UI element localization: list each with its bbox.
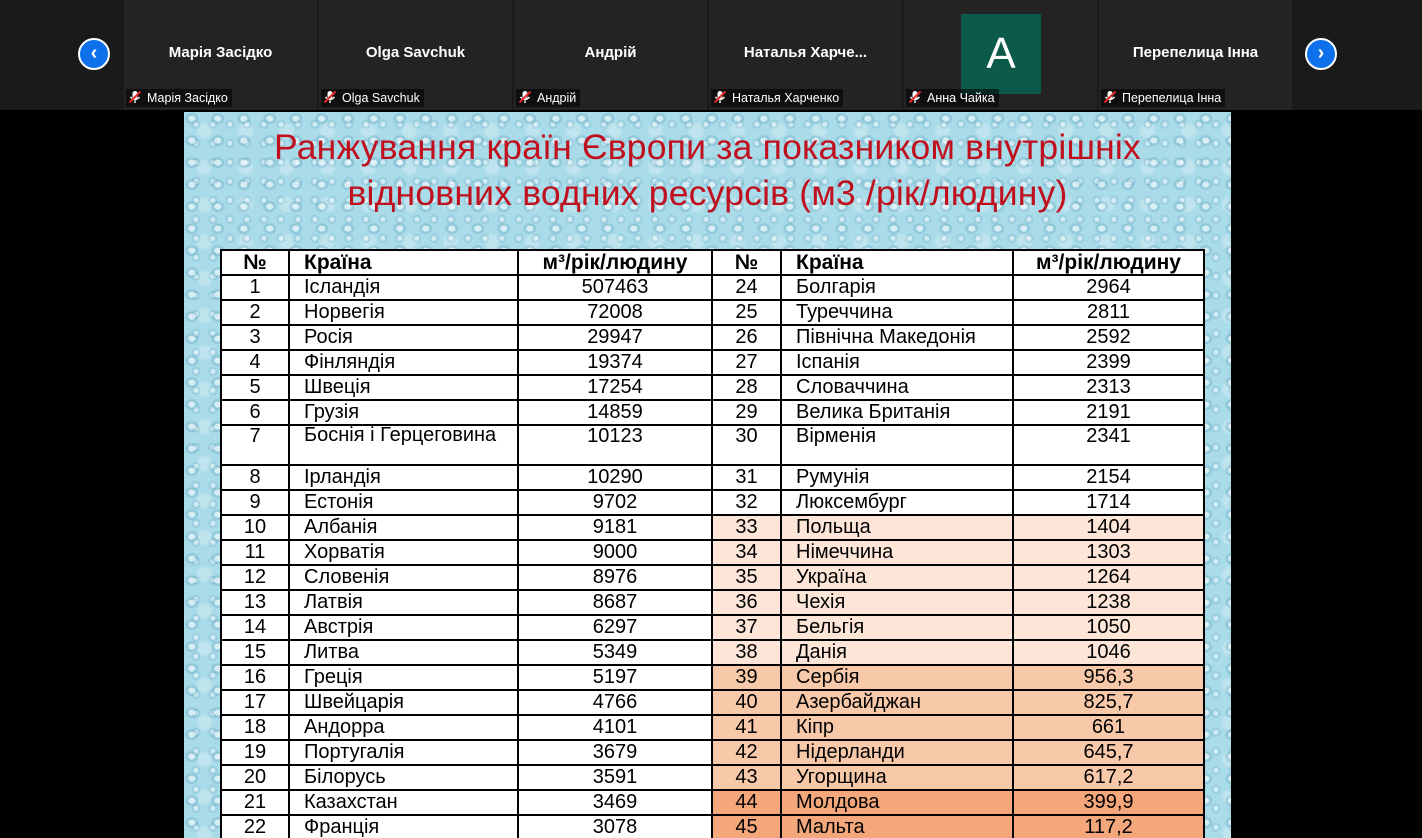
country-cell: Азербайджан bbox=[781, 690, 1013, 715]
table-row bbox=[221, 790, 1204, 815]
value-cell: 2399 bbox=[1013, 350, 1204, 375]
value-cell: 5197 bbox=[518, 665, 712, 690]
country-cell: Сербія bbox=[781, 665, 1013, 690]
participant-name-label bbox=[126, 89, 232, 107]
value-cell: 1714 bbox=[1013, 490, 1204, 515]
chevron-left-icon: ‹ bbox=[90, 42, 98, 64]
table-row bbox=[221, 425, 1204, 465]
rank-cell: 9 bbox=[221, 490, 289, 515]
value-cell: 2154 bbox=[1013, 465, 1204, 490]
rank-cell: 4 bbox=[221, 350, 289, 375]
value-cell: 10123 bbox=[518, 425, 712, 465]
country-cell: Україна bbox=[781, 565, 1013, 590]
country-cell: Чехія bbox=[781, 590, 1013, 615]
microphone-muted-icon bbox=[1103, 90, 1117, 104]
rank-cell: 19 bbox=[221, 740, 289, 765]
participant-label-text: Olga Savchuk bbox=[342, 91, 420, 105]
participant-tile[interactable] bbox=[124, 0, 317, 110]
value-cell: 8976 bbox=[518, 565, 712, 590]
table-row bbox=[221, 325, 1204, 350]
rank-cell: 15 bbox=[221, 640, 289, 665]
country-cell: Польща bbox=[781, 515, 1013, 540]
rank-cell: 2 bbox=[221, 300, 289, 325]
shared-screen bbox=[10, 110, 1406, 838]
country-cell: Словаччина bbox=[781, 375, 1013, 400]
participant-strip bbox=[0, 0, 1422, 110]
value-cell: 4766 bbox=[518, 690, 712, 715]
value-cell: 2964 bbox=[1013, 275, 1204, 300]
value-cell: 29947 bbox=[518, 325, 712, 350]
rank-cell: 39 bbox=[712, 665, 781, 690]
rank-cell: 10 bbox=[221, 515, 289, 540]
country-cell: Франція bbox=[289, 815, 518, 838]
previous-page-button[interactable] bbox=[78, 38, 110, 70]
value-cell: 19374 bbox=[518, 350, 712, 375]
value-cell: 14859 bbox=[518, 400, 712, 425]
value-cell: 507463 bbox=[518, 275, 712, 300]
next-page-button[interactable] bbox=[1305, 38, 1337, 70]
country-cell: Білорусь bbox=[289, 765, 518, 790]
header-country: Країна bbox=[289, 250, 518, 275]
value-cell: 645,7 bbox=[1013, 740, 1204, 765]
table-row bbox=[221, 615, 1204, 640]
microphone-muted-icon bbox=[128, 90, 142, 104]
rank-cell: 31 bbox=[712, 465, 781, 490]
value-cell: 1050 bbox=[1013, 615, 1204, 640]
value-cell: 72008 bbox=[518, 300, 712, 325]
participant-tile[interactable] bbox=[319, 0, 512, 110]
country-cell: Бельгія bbox=[781, 615, 1013, 640]
country-cell: Велика Британія bbox=[781, 400, 1013, 425]
rank-cell: 16 bbox=[221, 665, 289, 690]
microphone-muted-icon bbox=[908, 90, 922, 104]
value-cell: 1238 bbox=[1013, 590, 1204, 615]
rank-cell: 11 bbox=[221, 540, 289, 565]
country-cell: Німеччина bbox=[781, 540, 1013, 565]
table-row bbox=[221, 400, 1204, 425]
rank-cell: 43 bbox=[712, 765, 781, 790]
value-cell: 3679 bbox=[518, 740, 712, 765]
rank-cell: 12 bbox=[221, 565, 289, 590]
rank-cell: 26 bbox=[712, 325, 781, 350]
value-cell: 2191 bbox=[1013, 400, 1204, 425]
country-cell: Фінляндія bbox=[289, 350, 518, 375]
country-cell: Ісландія bbox=[289, 275, 518, 300]
slide-title-line-1: Ранжування країн Європи за показником внутрішніх bbox=[274, 127, 1141, 167]
country-cell: Казахстан bbox=[289, 790, 518, 815]
value-cell: 9000 bbox=[518, 540, 712, 565]
country-cell: Болгарія bbox=[781, 275, 1013, 300]
rank-cell: 3 bbox=[221, 325, 289, 350]
rank-cell: 7 bbox=[221, 425, 289, 465]
value-cell: 9702 bbox=[518, 490, 712, 515]
value-cell: 2341 bbox=[1013, 425, 1204, 465]
rank-cell: 40 bbox=[712, 690, 781, 715]
rank-cell: 21 bbox=[221, 790, 289, 815]
slide-title-line-2: відновних водних ресурсів (м3 /рік/людину) bbox=[347, 173, 1068, 213]
value-cell: 1404 bbox=[1013, 515, 1204, 540]
rank-cell: 13 bbox=[221, 590, 289, 615]
rank-cell: 22 bbox=[221, 815, 289, 838]
country-cell: Португалія bbox=[289, 740, 518, 765]
rank-cell: 29 bbox=[712, 400, 781, 425]
participant-tile[interactable] bbox=[709, 0, 902, 110]
participant-label-text: Перепелица Інна bbox=[1122, 91, 1222, 105]
header-country: Країна bbox=[781, 250, 1013, 275]
rank-cell: 37 bbox=[712, 615, 781, 640]
country-cell: Латвія bbox=[289, 590, 518, 615]
rank-cell: 32 bbox=[712, 490, 781, 515]
value-cell: 8687 bbox=[518, 590, 712, 615]
participant-label-text: Марія Засідко bbox=[147, 91, 228, 105]
participant-tile-name: Андрій bbox=[584, 44, 637, 61]
country-cell: Словенія bbox=[289, 565, 518, 590]
participant-tile-name: Olga Savchuk bbox=[365, 44, 466, 61]
rank-cell: 28 bbox=[712, 375, 781, 400]
participant-name-label bbox=[906, 89, 999, 107]
rank-cell: 33 bbox=[712, 515, 781, 540]
participant-label-text: Наталья Харченко bbox=[732, 91, 840, 105]
table-row bbox=[221, 740, 1204, 765]
rank-cell: 36 bbox=[712, 590, 781, 615]
rank-cell: 20 bbox=[221, 765, 289, 790]
table-row bbox=[221, 375, 1204, 400]
microphone-muted-icon bbox=[713, 90, 727, 104]
country-cell: Ірландія bbox=[289, 465, 518, 490]
rank-cell: 42 bbox=[712, 740, 781, 765]
value-cell: 17254 bbox=[518, 375, 712, 400]
rank-cell: 30 bbox=[712, 425, 781, 465]
value-cell: 2592 bbox=[1013, 325, 1204, 350]
country-cell: Швеція bbox=[289, 375, 518, 400]
table-row bbox=[221, 275, 1204, 300]
country-cell: Туреччина bbox=[781, 300, 1013, 325]
value-cell: 1264 bbox=[1013, 565, 1204, 590]
header-number: № bbox=[221, 250, 289, 275]
table-row bbox=[221, 640, 1204, 665]
header-unit: м³/рік/людину bbox=[518, 250, 712, 275]
country-cell: Греція bbox=[289, 665, 518, 690]
rank-cell: 24 bbox=[712, 275, 781, 300]
rank-cell: 25 bbox=[712, 300, 781, 325]
country-cell: Вірменія bbox=[781, 425, 1013, 465]
country-cell: Литва bbox=[289, 640, 518, 665]
country-cell: Хорватія bbox=[289, 540, 518, 565]
value-cell: 399,9 bbox=[1013, 790, 1204, 815]
country-cell: Норвегія bbox=[289, 300, 518, 325]
country-cell: Данія bbox=[781, 640, 1013, 665]
value-cell: 9181 bbox=[518, 515, 712, 540]
country-cell: Андорра bbox=[289, 715, 518, 740]
rank-cell: 1 bbox=[221, 275, 289, 300]
country-cell: Росія bbox=[289, 325, 518, 350]
participant-tile[interactable] bbox=[514, 0, 707, 110]
table-row bbox=[221, 565, 1204, 590]
country-cell: Албанія bbox=[289, 515, 518, 540]
rank-cell: 17 bbox=[221, 690, 289, 715]
rank-cell: 45 bbox=[712, 815, 781, 838]
country-cell: Люксембург bbox=[781, 490, 1013, 515]
table-row bbox=[221, 350, 1204, 375]
rank-cell: 18 bbox=[221, 715, 289, 740]
value-cell: 2811 bbox=[1013, 300, 1204, 325]
value-cell: 5349 bbox=[518, 640, 712, 665]
table-row bbox=[221, 490, 1204, 515]
value-cell: 4101 bbox=[518, 715, 712, 740]
water-resources-table bbox=[220, 249, 1205, 838]
slide-title bbox=[184, 124, 1231, 216]
rank-cell: 44 bbox=[712, 790, 781, 815]
value-cell: 117,2 bbox=[1013, 815, 1204, 838]
value-cell: 6297 bbox=[518, 615, 712, 640]
participant-name-label bbox=[321, 89, 424, 107]
header-number: № bbox=[712, 250, 781, 275]
rank-cell: 14 bbox=[221, 615, 289, 640]
chevron-right-icon: › bbox=[1317, 42, 1325, 64]
country-cell: Нідерланди bbox=[781, 740, 1013, 765]
rank-cell: 8 bbox=[221, 465, 289, 490]
participant-name-label bbox=[711, 89, 843, 107]
value-cell: 617,2 bbox=[1013, 765, 1204, 790]
value-cell: 1046 bbox=[1013, 640, 1204, 665]
value-cell: 825,7 bbox=[1013, 690, 1204, 715]
country-cell: Угорщина bbox=[781, 765, 1013, 790]
country-cell: Румунія bbox=[781, 465, 1013, 490]
table-row bbox=[221, 715, 1204, 740]
country-cell: Боснія і Герцеговина bbox=[289, 425, 518, 465]
table-row bbox=[221, 665, 1204, 690]
country-cell: Естонія bbox=[289, 490, 518, 515]
table-row bbox=[221, 690, 1204, 715]
participant-name-label bbox=[1101, 89, 1225, 107]
value-cell: 1303 bbox=[1013, 540, 1204, 565]
value-cell: 3591 bbox=[518, 765, 712, 790]
country-cell: Іспанія bbox=[781, 350, 1013, 375]
participant-tile-name: Марія Засідко bbox=[168, 44, 273, 61]
country-cell: Молдова bbox=[781, 790, 1013, 815]
rank-cell: 41 bbox=[712, 715, 781, 740]
presentation-slide bbox=[184, 112, 1231, 838]
table-header-row bbox=[221, 250, 1204, 275]
country-cell: Австрія bbox=[289, 615, 518, 640]
rank-cell: 6 bbox=[221, 400, 289, 425]
country-cell: Швейцарія bbox=[289, 690, 518, 715]
participant-tile-name: Наталья Харче... bbox=[743, 44, 868, 61]
rank-cell: 38 bbox=[712, 640, 781, 665]
value-cell: 956,3 bbox=[1013, 665, 1204, 690]
table-row bbox=[221, 515, 1204, 540]
table-row bbox=[221, 465, 1204, 490]
participant-name-label bbox=[516, 89, 580, 107]
header-unit: м³/рік/людину bbox=[1013, 250, 1204, 275]
participant-label-text: Андрій bbox=[537, 91, 577, 105]
table-row bbox=[221, 765, 1204, 790]
microphone-muted-icon bbox=[323, 90, 337, 104]
rank-cell: 27 bbox=[712, 350, 781, 375]
table-row bbox=[221, 590, 1204, 615]
country-cell: Грузія bbox=[289, 400, 518, 425]
rank-cell: 5 bbox=[221, 375, 289, 400]
country-cell: Північна Македонія bbox=[781, 325, 1013, 350]
value-cell: 661 bbox=[1013, 715, 1204, 740]
microphone-muted-icon bbox=[518, 90, 532, 104]
table-row bbox=[221, 300, 1204, 325]
participant-avatar: A bbox=[961, 14, 1041, 94]
participant-tile[interactable] bbox=[904, 0, 1097, 110]
country-cell: Кіпр bbox=[781, 715, 1013, 740]
participant-tile[interactable] bbox=[1099, 0, 1292, 110]
participant-tile-name: Перепелица Інна bbox=[1132, 44, 1259, 61]
value-cell: 2313 bbox=[1013, 375, 1204, 400]
table-row bbox=[221, 540, 1204, 565]
rank-cell: 35 bbox=[712, 565, 781, 590]
country-cell: Мальта bbox=[781, 815, 1013, 838]
value-cell: 10290 bbox=[518, 465, 712, 490]
value-cell: 3078 bbox=[518, 815, 712, 838]
value-cell: 3469 bbox=[518, 790, 712, 815]
table-row bbox=[221, 815, 1204, 838]
participant-label-text: Анна Чайка bbox=[927, 91, 995, 105]
rank-cell: 34 bbox=[712, 540, 781, 565]
